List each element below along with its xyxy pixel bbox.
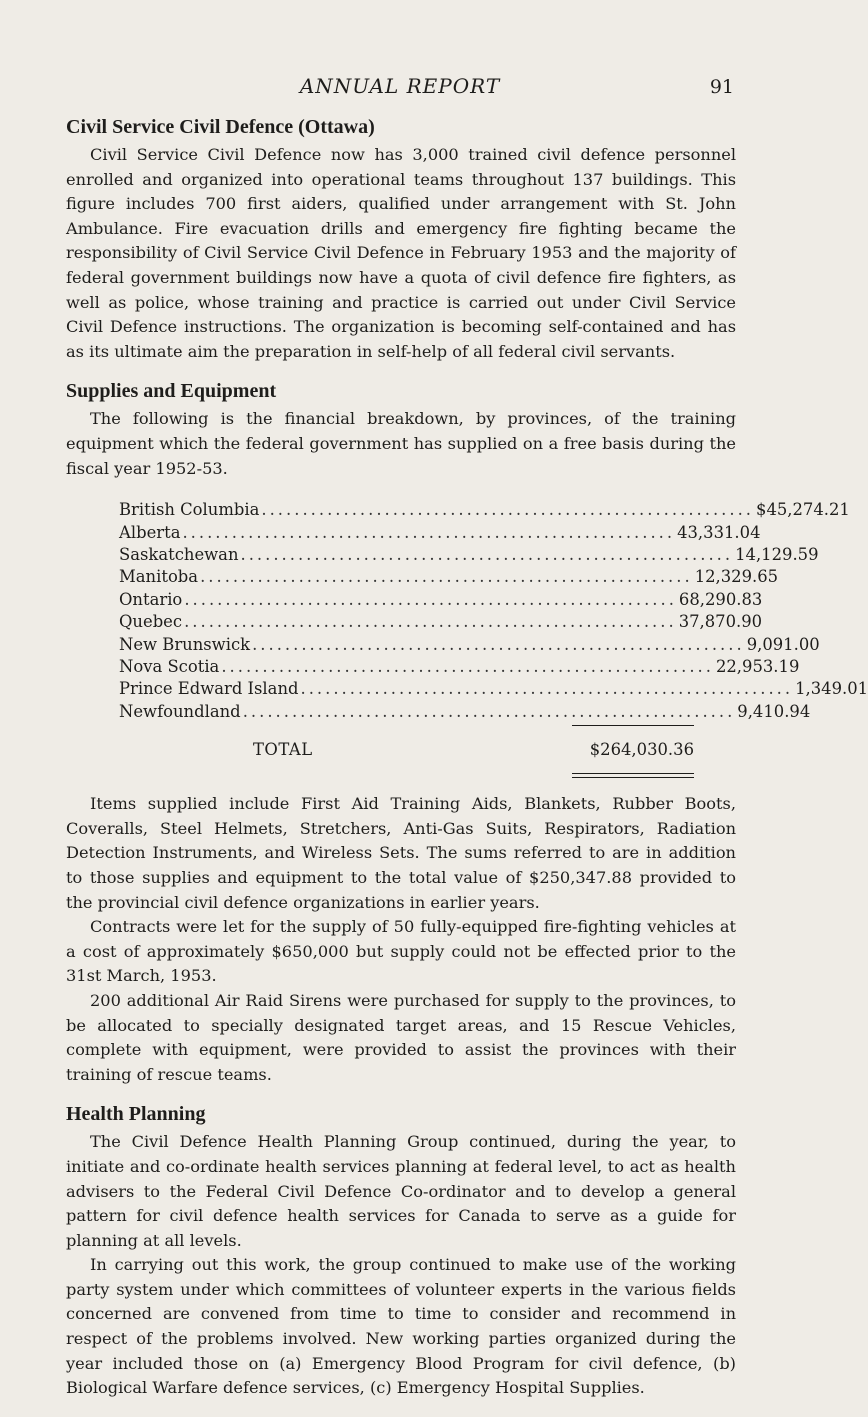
paragraph: 200 additional Air Raid Sirens were purchased for supply to the provinces, to be allocated to specially designated target areas, and 15 Rescue Vehicles, complete with equipment, were provided to assist the provinces with their training of rescue teams. [66,990,736,1084]
dot-leader: ............................................................ [261,500,754,520]
province-name: Ontario [119,589,183,609]
section-civil-service [66,116,736,364]
section-supplies [66,380,868,1087]
dot-leader: ............................................................ [252,634,745,654]
paragraph: The Civil Defence Health Planning Group continued, during the year, to initiate and co-ordinate health services planning at federal level, to act as health advisers to the Federal Civil Defence Co-ordinator and to develop a general pattern for civil defence health services for Canada to serve as a guide for planning at all levels. [66,1132,736,1250]
province-expenditure-table [119,499,868,778]
table-row [119,656,800,678]
subtotal-rule [572,725,694,726]
province-name: Saskatchewan [119,544,239,564]
province-amount: 37,870.90 [678,612,763,632]
paragraph: The following is the financial breakdown, by provinces, of the training equipment which the federal government has supplied on a free basis during the fiscal year 1952-53. [66,409,736,478]
table-row [119,701,811,723]
paragraph: In carrying out this work, the group continued to make use of the working party system under which committees of volunteer experts in the various fields concerned are convened from time to time to consider and recommend in respect of the problems involved. New working parties organized during the year included those on (a) Emergency Blood Program for civil defence, (b) Biological Warfare defence services, (c) Emergency Hospital Supplies. [66,1255,736,1398]
section-health-planning [66,1103,736,1401]
total-label: TOTAL [253,740,313,760]
table-row [119,544,819,566]
province-name: Quebec [119,612,183,632]
dot-leader: ............................................................ [200,567,693,587]
page-number: 91 [709,76,734,98]
province-amount: 14,129.59 [735,544,819,564]
dot-leader: ............................................................ [240,544,734,564]
dot-leader: ............................................................ [221,656,714,676]
province-name: Alberta [119,522,181,542]
dot-leader: ............................................................ [184,589,677,609]
province-amount: 68,290.83 [678,589,763,609]
province-name: British Columbia [119,500,260,520]
dot-leader: ............................................................ [242,701,736,721]
section-heading: Health Planning [66,1103,206,1126]
table-row [119,499,850,521]
province-name: New Brunswick [119,634,251,654]
dot-leader: ............................................................ [182,522,676,542]
province-name: Newfoundland [119,701,241,721]
table-rows [119,499,868,723]
supplies-text [66,792,736,1087]
table-row [119,678,868,700]
section-heading: Supplies and Equipment [66,380,277,403]
currency-symbol: $ [756,500,767,520]
paragraph: Contracts were let for the supply of 50 fully-equipped fire-fighting vehicles at a cost of approximately $650,000 but supply could not be effected prior to the 31st March, 1953. [66,917,736,986]
page-content [66,116,868,1417]
table-row [119,589,763,611]
dot-leader: ............................................................ [184,612,677,632]
province-name: Nova Scotia [119,656,220,676]
province-amount: 12,329.65 [694,567,779,587]
table-row [119,611,763,633]
running-head [0,74,800,104]
dot-leader: ............................................................ [300,679,794,699]
total-row [119,740,694,759]
province-amount: 45,274.21 [766,500,850,520]
table-row [119,566,779,588]
total-double-rule [572,773,694,778]
table-row [119,522,761,544]
province-amount: 43,331.04 [677,522,761,542]
running-title: ANNUAL REPORT [299,74,501,98]
province-name: Prince Edward Island [119,679,299,699]
paragraph: Civil Service Civil Defence now has 3,000 trained civil defence personnel enrolled and organized into operational teams throughout 137 buildings. This figure includes 700 first aiders, qualified under arrangement with St. John Ambulance. Fire evacuation drills and emergency fire fighting became the responsibility of Civil Service Civil Defence in February 1953 and the majority of federal government buildings now have a quota of civil defence fire fighters, as well as police, whose training and practice is carried out under Civil Service Civil Defence instructions. The organization is becoming self-contained and has as its ultimate aim the preparation in self-help of all federal civil servants. [66,145,736,361]
paragraph: Items supplied include First Aid Training Aids, Blankets, Rubber Boots, Coveralls, Steel Helmets, Stretchers, Anti-Gas Suits, Respirators, Radiation Detection Instruments, and Wireless Sets. The sums referred to are in addition to those supplies and equipment to the total value of $250,347.88 provided to the provincial civil defence organizations in earlier years. [66,794,736,912]
province-amount: 22,953.19 [715,656,800,676]
province-name: Manitoba [119,567,199,587]
province-amount: 9,091.00 [746,634,820,654]
province-amount: 9,410.94 [737,701,811,721]
province-amount: 1,349.01 [795,679,868,699]
table-row [119,634,820,656]
total-amount: $264,030.36 [589,740,694,760]
section-heading: Civil Service Civil Defence (Ottawa) [66,116,375,138]
